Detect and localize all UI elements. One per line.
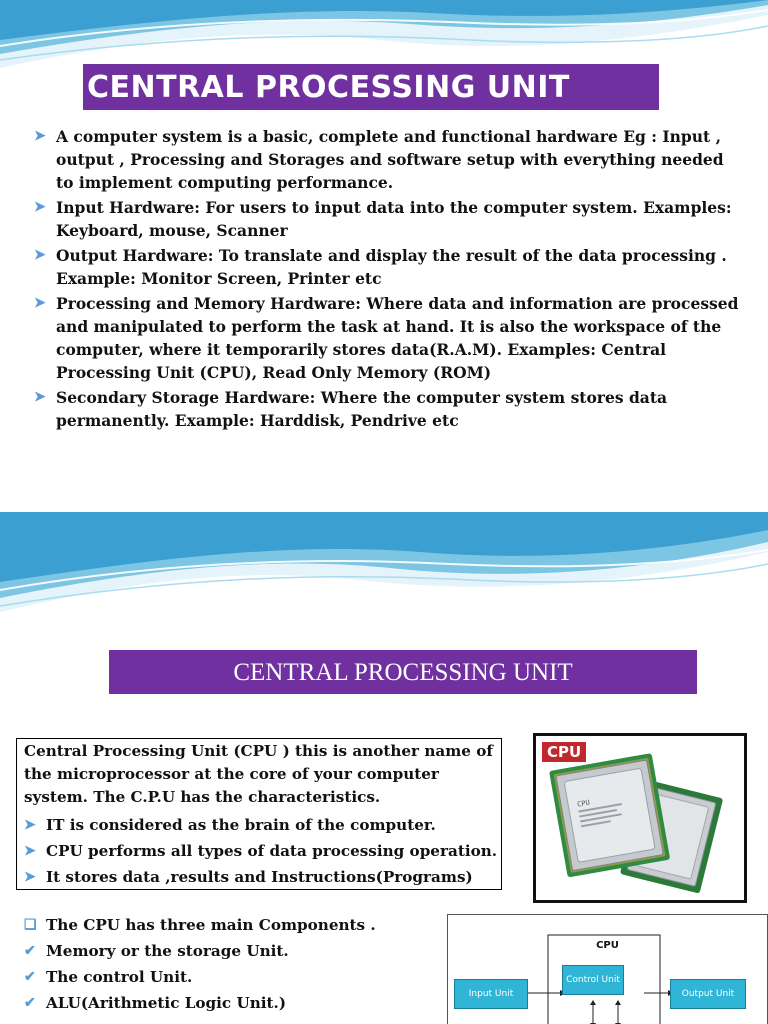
- list-item-text: Output Hardware: To translate and display the result of the data processing . Example: Monitor Screen, Printer etc: [56, 246, 727, 288]
- list-item: [24, 938, 444, 964]
- arrow-bullet-icon: ➤: [34, 389, 46, 405]
- arrow-bullet-icon: ➤: [24, 843, 36, 859]
- list-item-text: IT is considered as the brain of the computer.: [46, 816, 436, 834]
- arrow-bullet-icon: ➤: [24, 817, 36, 833]
- list-item: [24, 912, 444, 938]
- list-item-text: The CPU has three main Components .: [46, 916, 376, 934]
- arrow-bullet-icon: ➤: [34, 295, 46, 311]
- cpu-photo: [533, 733, 747, 903]
- list-item-text: The control Unit.: [46, 968, 193, 986]
- list-item: [34, 125, 746, 194]
- components-list: [24, 912, 444, 1016]
- slide-2: [0, 512, 768, 1024]
- list-item-text: CPU performs all types of data processing operation.: [46, 842, 498, 860]
- list-item: [24, 812, 514, 838]
- cpu-chip-label: CPU: [576, 798, 591, 809]
- characteristics-list: [24, 812, 514, 890]
- arrow-bullet-icon: ➤: [34, 247, 46, 263]
- list-item: [24, 838, 514, 864]
- list-item-text: It stores data ,results and Instructions(Programs): [46, 868, 473, 886]
- list-item: [34, 386, 746, 432]
- list-item: [34, 244, 746, 290]
- cpu-chip-illustration: [536, 736, 744, 900]
- diagram-title: CPU: [596, 940, 619, 951]
- list-item: [24, 864, 514, 890]
- arrow-bullet-icon: ➤: [34, 199, 46, 215]
- list-item-text: A computer system is a basic, complete and functional hardware Eg : Input , output , Processing and Storages and software setup with everything needed to implement computing performance.: [56, 127, 724, 192]
- checkmark-icon: ✔: [24, 969, 36, 985]
- output-unit-block: Output Unit: [670, 979, 746, 1009]
- checkmark-icon: ✔: [24, 995, 36, 1011]
- square-bullet-icon: ❑: [24, 917, 37, 933]
- list-item-text: Secondary Storage Hardware: Where the computer system stores data permanently. Example: Harddisk, Pendrive etc: [56, 388, 668, 430]
- header-waves: [0, 512, 768, 642]
- cpu-tag: CPU: [542, 742, 586, 762]
- list-item: [24, 990, 444, 1016]
- list-item: [34, 292, 746, 384]
- list-item-text: ALU(Arithmetic Logic Unit.): [46, 994, 287, 1012]
- list-item: [34, 196, 746, 242]
- arrow-bullet-icon: ➤: [34, 128, 46, 144]
- slide-title: [83, 64, 659, 110]
- slide-title: [109, 650, 697, 694]
- list-item-text: Memory or the storage Unit.: [46, 942, 289, 960]
- list-item-text: Processing and Memory Hardware: Where data and information are processed and manipulated to perform the task at hand. It is also the workspace of the computer, where it temporarily stores data(R.A.M). Examples: Central Processing Unit (CPU), Read Only Memory (ROM): [56, 294, 739, 382]
- cpu-block-diagram: [447, 914, 768, 1024]
- bullet-list: [34, 125, 746, 434]
- control-unit-block: Control Unit: [562, 965, 624, 995]
- slide-title-text: CENTRAL PROCESSING UNIT: [233, 659, 573, 686]
- list-item: [24, 964, 444, 990]
- list-item-text: Input Hardware: For users to input data into the computer system. Examples: Keyboard, mouse, Scanner: [56, 198, 732, 240]
- arrow-bullet-icon: ➤: [24, 869, 36, 885]
- checkmark-icon: ✔: [24, 943, 36, 959]
- slide-title-text: CENTRAL PROCESSING UNIT: [87, 70, 570, 105]
- input-unit-block: Input Unit: [454, 979, 528, 1009]
- cpu-definition: Central Processing Unit (CPU ) this is another name of the microprocessor at the core of your computer system. The C.P.U has the characteristics.: [24, 742, 493, 806]
